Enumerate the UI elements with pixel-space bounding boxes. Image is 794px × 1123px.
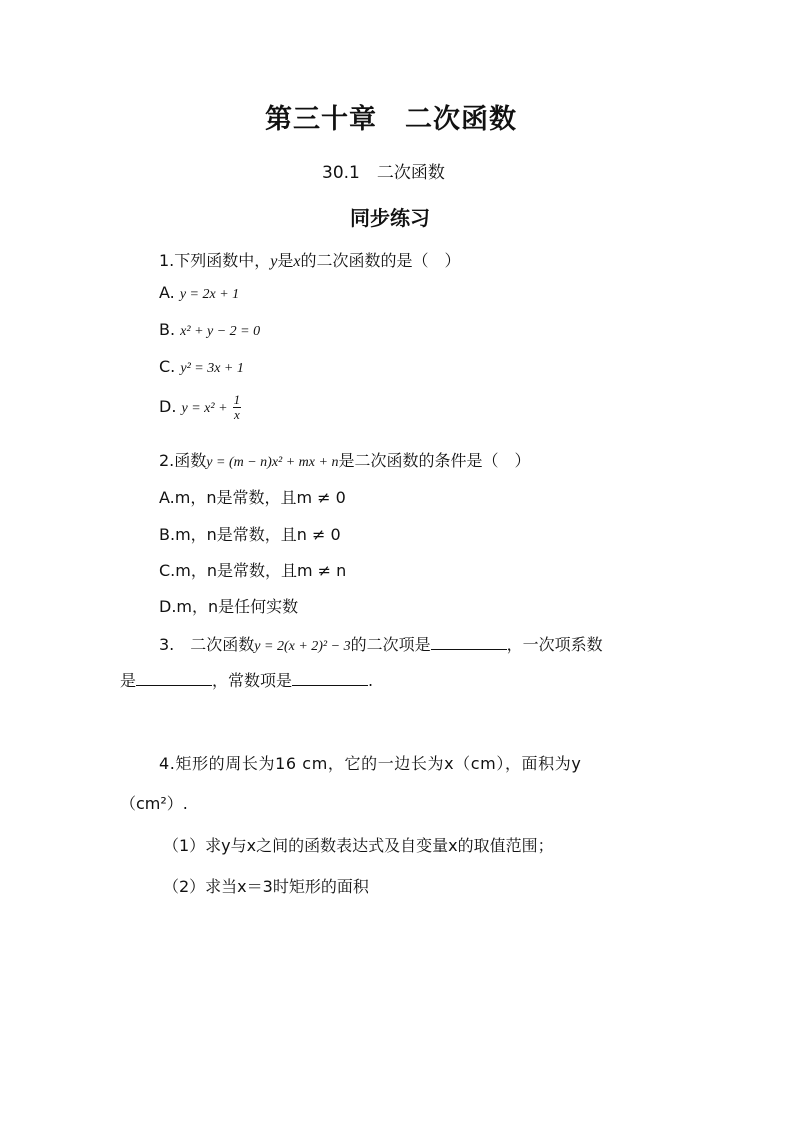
answer-blank[interactable] (136, 671, 212, 686)
q3-part1: 的二次项是 (350, 635, 431, 654)
option-label: C. (159, 357, 176, 376)
q3-part2: ，一次项系数 (506, 635, 603, 654)
q2-option-c (159, 558, 346, 581)
q4-line-2: （cm²）. (120, 794, 188, 813)
q3-line-1 (159, 632, 603, 655)
q2-option-b (159, 522, 341, 545)
q1-stem-prefix: 1.下列函数中， (159, 251, 271, 270)
chapter-title: 第三十章 二次函数 (265, 104, 517, 135)
fraction-denominator: x (233, 407, 240, 422)
q4-sub-2: （2）求当x＝3时矩形的面积 (163, 877, 369, 896)
option-expr: y = x² + (181, 401, 228, 416)
q2-option-d (159, 594, 298, 617)
q2-stem-prefix: 2.函数 (159, 451, 207, 470)
option-label: A. (159, 283, 175, 302)
option-text: m，n是常数，且m ≠ n (175, 561, 347, 580)
q2-option-a (159, 485, 346, 508)
option-label: A. (159, 488, 175, 507)
q1-option-c (159, 357, 244, 377)
q3-expr: y = 2(x + 2)² − 3 (254, 639, 351, 654)
option-text: m，n是常数，且m ≠ 0 (174, 488, 346, 507)
fraction-numerator: 1 (233, 392, 241, 407)
q1-option-b (159, 320, 260, 340)
exercise-subtitle: 同步练习 (350, 206, 430, 230)
q2-stem (159, 448, 530, 471)
option-text: m，n是任何实数 (176, 597, 299, 616)
q2-stem-suffix: 是二次函数的条件是（ ） (338, 451, 531, 470)
q1-var-y: y (270, 253, 278, 270)
option-label: B. (159, 525, 176, 544)
option-expr: x² + y − 2 = 0 (180, 324, 261, 339)
option-label: D. (159, 397, 177, 416)
q1-option-a (159, 283, 239, 303)
q1-option-d (159, 393, 241, 422)
q3-part3: ，常数项是 (212, 671, 293, 690)
q1-stem-suffix: 的二次函数的是（ ） (300, 251, 461, 270)
answer-blank[interactable] (431, 635, 507, 650)
option-label: B. (159, 320, 176, 339)
option-label: C. (159, 561, 176, 580)
q3-line-2 (120, 668, 373, 691)
q3-end: . (368, 671, 374, 690)
fraction (233, 393, 242, 422)
option-text: m，n是常数，且n ≠ 0 (175, 525, 341, 544)
q4-line-1: 4.矩形的周长为16 cm，它的一边长为x（cm），面积为y (159, 754, 582, 773)
option-label: D. (159, 597, 177, 616)
q1-stem (159, 248, 461, 271)
q2-expr: y = (m − n)x² + mx + n (206, 455, 339, 470)
option-expr: y² = 3x + 1 (180, 361, 244, 376)
q4-sub-1: （1）求y与x之间的函数表达式及自变量x的取值范围； (163, 836, 554, 855)
answer-blank[interactable] (292, 671, 368, 686)
section-title: 30.1 二次函数 (322, 163, 445, 183)
option-expr: y = 2x + 1 (179, 287, 240, 302)
q3-prefix: 3. 二次函数 (159, 635, 255, 654)
q1-mid: 是 (277, 251, 294, 270)
q3-line2-start: 是 (120, 671, 137, 690)
q1-var-x: x (293, 253, 301, 270)
